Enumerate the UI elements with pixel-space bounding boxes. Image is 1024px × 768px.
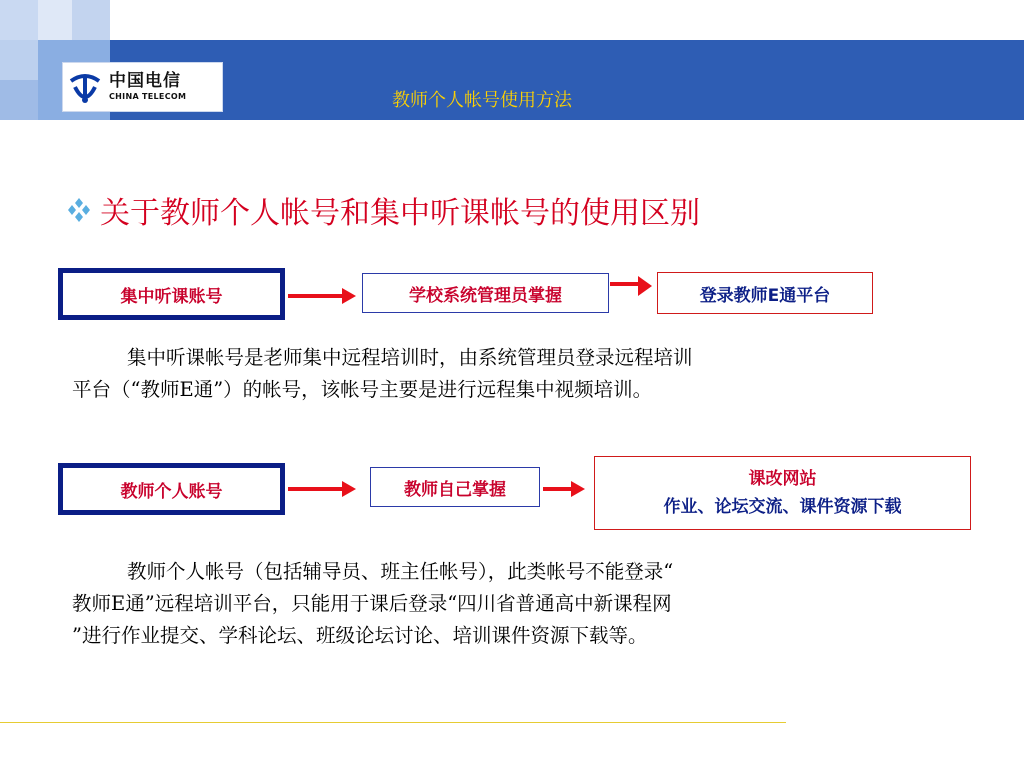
flow1-box-admin: 学校系统管理员掌握 bbox=[362, 273, 609, 313]
decor-square bbox=[0, 40, 38, 80]
section-heading bbox=[64, 188, 700, 232]
decor-square bbox=[0, 0, 38, 40]
flow2-box-self-managed: 教师自己掌握 bbox=[370, 467, 540, 507]
decor-square bbox=[72, 0, 110, 40]
paragraph-line: 教师个人帐号（包括辅导员、班主任帐号），此类帐号不能登录“ bbox=[127, 560, 674, 583]
flow1-box-centralized-account: 集中听课账号 bbox=[58, 268, 285, 320]
paragraph-line: 集中听课帐号是老师集中远程培训时，由系统管理员登录远程培训 bbox=[127, 346, 693, 369]
paragraph-line: ”进行作业提交、学科论坛、班级论坛讨论、培训课件资源下载等。 bbox=[72, 624, 648, 647]
flow2-box-personal-account: 教师个人账号 bbox=[58, 463, 285, 515]
page-title: 教师个人帐号使用方法 bbox=[392, 90, 572, 111]
arrow-right-icon bbox=[543, 478, 587, 500]
arrow-right-icon bbox=[288, 284, 358, 306]
flow2-box-course-site-title: 课改网站 bbox=[748, 469, 817, 489]
china-telecom-logo bbox=[62, 62, 223, 112]
arrow-right-icon bbox=[288, 478, 358, 500]
flow2-box-course-site bbox=[594, 456, 971, 530]
paragraph-line: 平台（“教师E通”）的帐号，该帐号主要是进行远程集中视频培训。 bbox=[72, 378, 653, 401]
decor-square bbox=[0, 80, 38, 120]
logo-text-en: CHINA TELECOM bbox=[109, 92, 187, 101]
flow2-box-course-site-features: 作业、论坛交流、课件资源下载 bbox=[663, 497, 902, 517]
logo-text-cn: 中国电信 bbox=[109, 71, 181, 91]
paragraph-centralized bbox=[72, 342, 972, 406]
arrow-right-icon bbox=[610, 276, 654, 300]
paragraph-line: 教师E通”远程培训平台，只能用于课后登录“四川省普通高中新课程网 bbox=[72, 592, 672, 615]
section-heading-text: 关于教师个人帐号和集中听课帐号的使用区别 bbox=[100, 196, 700, 231]
footer-divider bbox=[0, 722, 786, 723]
china-telecom-logo-icon bbox=[65, 67, 105, 107]
flow1-box-login-platform: 登录教师E通平台 bbox=[657, 272, 873, 314]
decor-square bbox=[38, 0, 72, 40]
paragraph-personal bbox=[72, 556, 992, 652]
diamond-bullet-icon bbox=[64, 195, 94, 225]
